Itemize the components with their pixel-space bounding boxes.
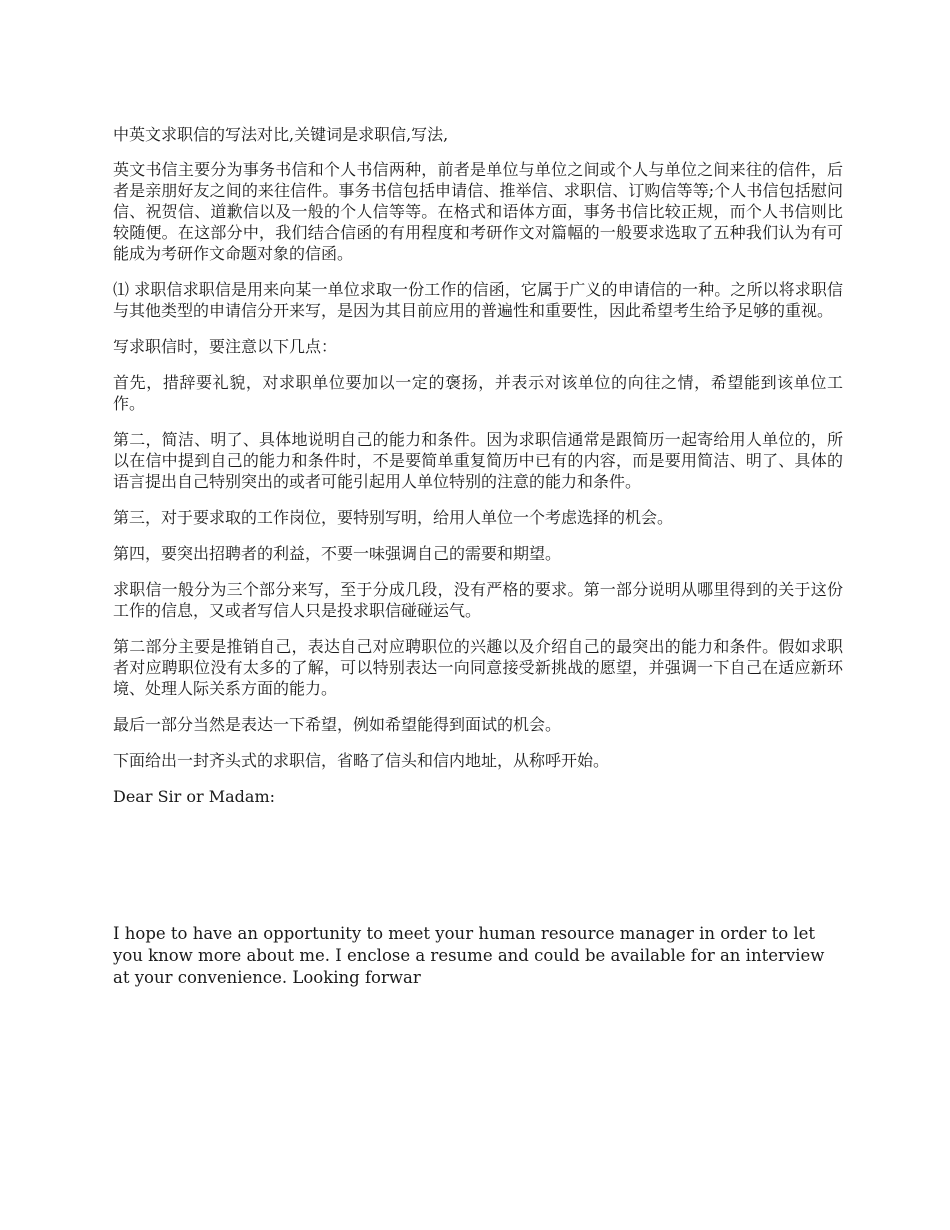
paragraph-point-first: 首先，措辞要礼貌，对求职单位要加以一定的褒扬，并表示对该单位的向往之情，希望能到该单位工作。 bbox=[113, 373, 843, 413]
blank-space bbox=[113, 807, 843, 923]
paragraph-cover-letter-definition: ⑴ 求职信求职信是用来向某一单位求取一份工作的信函，它属于广义的申请信的一种。之所以将求职信与其他类型的申请信分开来写，是因为其目前应用的普遍性和重要性，因此希望考生给予足够的重视。 bbox=[113, 280, 843, 320]
paragraph-intro: 英文书信主要分为事务书信和个人书信两种，前者是单位与单位之间或个人与单位之间来往的信件，后者是亲朋好友之间的来往信件。事务书信包括申请信、推举信、求职信、订购信等等;个人书信包括慰问信、祝贺信、道歉信以及一般的个人信等等。在格式和语体方面，事务书信比较正规，而个人书信则比较随便。在这部分中，我们结合信函的有用程度和考研作文对篇幅的一般要求选取了五种我们认为有可能成为考研作文命题对象的信函。 bbox=[113, 160, 843, 263]
document-body bbox=[113, 124, 843, 989]
paragraph-sample-intro: 下面给出一封齐头式的求职信，省略了信头和信内地址，从称呼开始。 bbox=[113, 751, 610, 770]
paragraph-point-third: 第三，对于要求取的工作岗位，要特别写明，给用人单位一个考虑选择的机会。 bbox=[113, 508, 674, 527]
document-title-line: 中英文求职信的写法对比,关键词是求职信,写法, bbox=[113, 125, 449, 144]
paragraph-point-second: 第二，简洁、明了、具体地说明自己的能力和条件。因为求职信通常是跟简历一起寄给用人单位的，所以在信中提到自己的能力和条件时，不是要简单重复简历中已有的内容，而是要用简洁、明了、具体的语言提出自己特别突出的或者可能引起用人单位特别的注意的能力和条件。 bbox=[113, 430, 843, 491]
paragraph-points-heading: 写求职信时，要注意以下几点： bbox=[113, 337, 338, 356]
letter-salutation: Dear Sir or Madam: bbox=[113, 787, 276, 806]
letter-closing-paragraph: I hope to have an opportunity to meet your human resource manager in order to let you know more about me. I enclose a resume and could be available for an interview at your convenience. Looking forwar bbox=[113, 924, 825, 987]
paragraph-structure-part-two: 第二部分主要是推销自己，表达自己对应聘职位的兴趣以及介绍自己的最突出的能力和条件。假如求职者对应聘职位没有太多的了解，可以特别表达一向同意接受新挑战的愿望，并强调一下自己在适应新环境、处理人际关系方面的能力。 bbox=[113, 637, 843, 698]
paragraph-point-fourth: 第四，要突出招聘者的利益，不要一味强调自己的需要和期望。 bbox=[113, 544, 562, 563]
paragraph-structure-part-three: 最后一部分当然是表达一下希望，例如希望能得到面试的机会。 bbox=[113, 715, 562, 734]
paragraph-structure-part-one: 求职信一般分为三个部分来写，至于分成几段，没有严格的要求。第一部分说明从哪里得到的关于这份工作的信息，又或者写信人只是投求职信碰碰运气。 bbox=[113, 580, 843, 620]
